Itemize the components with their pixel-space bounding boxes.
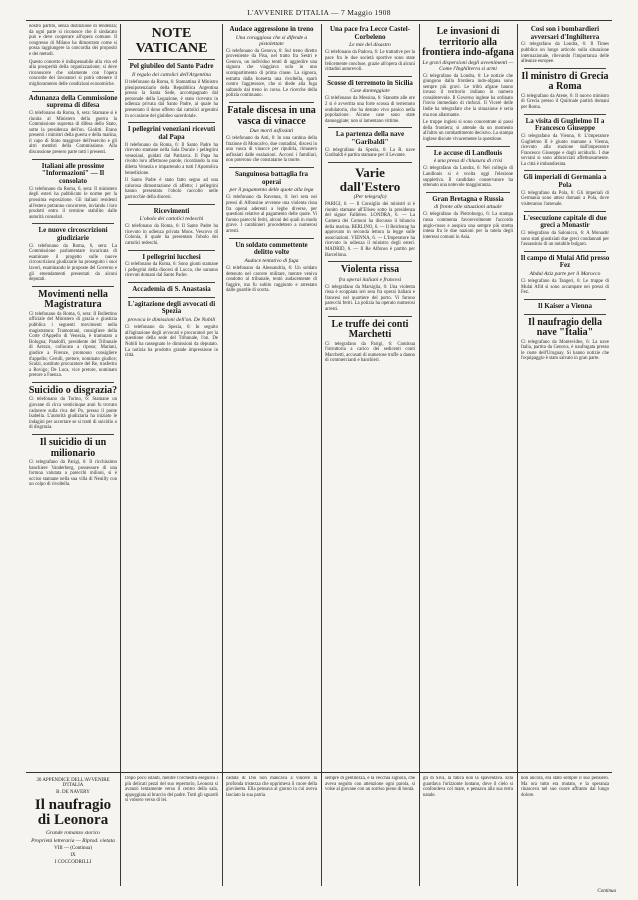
article-headline: Il Kaiser a Vienna [537, 301, 593, 310]
article-separator [32, 382, 114, 383]
feuilleton-column [422, 776, 514, 886]
page-masthead: L'AVVENIRE D'ITALIA — 7 Maggio 1908 [26, 8, 612, 21]
article-body: PARIGI, 6. — Il Consiglio dei ministri si è riunito stamane all'Eliseo sotto la presidenza del signor Fallières. LONDRA, 6. — La Camera dei Comuni ha discusso il bilancio della marina. BERLINO, 6. — Il Reichstag ha approvato in seconda lettura la legge sulle associazioni. VIENNA, 6. — L'Imperatore ha ricevuto in udienza il ministro degli esteri. MADRID, 6. — Il Re Alfonso è partito per Barcellona. [325, 202, 415, 258]
article-subheadline: è una presa di chiusura di crisi [433, 158, 503, 165]
article-subheadline: di fronte alle situazioni attuale [434, 204, 502, 211]
feuilleton-column [520, 776, 610, 886]
article-body: Ci telefonano da Alessandria, 6: Un soldato detenuto nel carcere militare, mentre veniva condotto al tribunale, tentò audacemente di fuggire, ma fu subito raggiunto e arrestato dalle guardie di scorta. [226, 265, 317, 294]
article-separator [524, 299, 606, 300]
article-body: Ci telegrafano da Atene, 6: Il nuovo ministro di Grecia presso il Quirinale partirà domani per Roma. [521, 93, 609, 110]
article-headline: Gli imperiali di Germania a Pola [523, 173, 607, 190]
news-column-6 [520, 24, 610, 770]
feuilleton-text: Dopo poco istanti, mentre l'orchestra eseguiva i più delicati pezzi del suo repertorio, Leonora si avanzò lentamente verso il centro della sala, appoggiata al braccio del padre. Tutti gli sguardi si volsero verso di lei. [125, 776, 218, 804]
article-headline: Il suicidio di un milionario [39, 437, 107, 459]
column-rule [321, 24, 322, 886]
article-body: Ci telefonano da Messina, 6: Stanotte alle ore 2 si è avvertita una forte scossa di terremoto ondulatoria, che ha destato vivo panico nella popolazione. Alcune case sono state danneggiate; non si lamentano vittime. [325, 96, 415, 124]
feuilleton-column [124, 776, 219, 886]
article-separator [524, 251, 606, 252]
article-headline: Movimenti nella Magistratura [38, 288, 108, 311]
article-headline: Il campo di Mulai Afid presso Fez [520, 253, 610, 270]
article-body: Ci telefonano da Asti, 6: In una cantina della frazione di Moncalvo, due contadini, discesi in una vasca di vinacce per ripulirla, rimasero asfissiati dalle esalazioni. Accorsi i familiari, non poterono che constatarne la morte. [226, 136, 317, 164]
article-subheadline: Una coraggiosa che si difende a pistolettate [235, 34, 308, 47]
article-subheadline: Le mie del disastro [349, 42, 391, 49]
news-column-3 [225, 24, 318, 570]
continua-label: Continua [597, 889, 616, 894]
feuilleton-column [324, 776, 416, 886]
article-headline: Adunanza della Commissione suprema di difesa [28, 93, 118, 110]
feuilleton-rights: Proprietà letteraria — Riprod. vietata [31, 838, 115, 844]
article-separator [32, 223, 114, 224]
article-body: Ci telefonano da Genova, 6: Sul treno diretto proveniente da Pisa, nel tratto fra Sestri e Genova, un individuo tentò di aggredire una signora che viaggiava sola in uno scompartimento di prima classe. La signora, estratta dalla borsetta una rivoltella, sparò contro l'aggressore, che si diede alla fuga saltando dal treno in corsa. Le ricerche della polizia continuano. [226, 48, 317, 99]
news-column-5 [422, 24, 514, 570]
article-body: Le truppe inglesi si sono concentrate ai passi della frontiera; si attende da un momento all'altro un combattimento decisivo. La stampa inglese discute vivacemente la questione. [423, 120, 513, 143]
article-headline: Gran Bretagna e Russia [432, 194, 504, 203]
article-body: Il telefonano da Roma, 6: Stamattina il Ministro plenipotenziario della Repubblica Argentina presso la Santa Sede, accompagnato dal personale della Legazione, è stato ricevuto in udienza privata dal Santo Padre, al quale ha presentato il dono offerto dai cattolici argentini in occasione del giubileo sacerdotale. [125, 80, 218, 119]
article-body: Ci telegrafano da Parigi, 6: Il ricchissimo banchiere Vanderberg, possessore di una fortuna valutata a parecchi milioni, si è ucciso stamane nella sua villa di Neuilly con un colpo di rivoltella. [29, 460, 117, 488]
feuilleton-chapter2: IX [70, 853, 76, 858]
article-headline: NOTE VATICANE [135, 26, 208, 56]
article-separator [229, 238, 314, 239]
article-separator [128, 204, 215, 205]
article-subheadline: Abdul Aziz parte per il Marocco [529, 271, 601, 278]
article-body: Ci telegrafano da Vienna, 6: L'imperatore Guglielmo II è giunto stamane a Vienna, ricevuto alla stazione dall'imperatore Francesco Giuseppe e dagli arciduchi. I due sovrani si sono abbracciati affettuosamente. La città è imbandierata. [521, 133, 609, 167]
article-headline: Scosse di terremoto in Sicilia [327, 78, 413, 87]
article-body: Ci telegrafano da Parigi, 6: Continua l'istruttoria a carico dei sedicenti conti Marchetti, accusati di numerose truffe a danno di commercianti e banchieri. [325, 341, 415, 364]
article-separator [524, 314, 606, 315]
article-headline: Varie dall'Estero [339, 164, 401, 194]
article-subheadline: Audace tentativo di fuga [244, 257, 299, 264]
article-headline: L'agitazione degli avvocati di Spezia [127, 299, 216, 316]
article-separator [524, 211, 606, 212]
article-separator [524, 68, 606, 69]
article-headline: Il ministro di Grecia a Roma [521, 70, 609, 93]
article-subheadline: per il pagamento delle quote alla lega [229, 187, 314, 194]
article-headline: Italiani alle prossime "Informazioni" — Il consolato [41, 161, 105, 186]
column-rule [120, 24, 121, 886]
article-separator [328, 127, 412, 128]
article-subheadline: Due morti asfissiati [249, 128, 294, 135]
article-separator [426, 192, 510, 193]
feuilleton-chapter: VIII — (Continua) [54, 846, 92, 851]
article-headline: Le invasioni di territorio alla frontiera indo-afgana [422, 26, 514, 58]
article-separator [524, 114, 606, 115]
article-separator [128, 282, 215, 283]
article-separator [524, 170, 606, 171]
article-body: Ci telegrafano da Salonicco, 6: A Monastir sono stati giustiziati due greci condannati per l'assassinio di un notabile bulgaro. [521, 231, 609, 248]
article-body: Ci telefonano da Padova, 6: Le trattative per la pace fra le due società sportive sono state felicemente concluse, grazie all'opera di alcuni cittadini autorevoli. [325, 50, 415, 73]
article-headline: Accademia di S. Anastasia [132, 285, 211, 294]
article-headline: Pel giubileo del Santo Padre [129, 62, 214, 71]
article-headline: Audace aggressione in treno [229, 25, 314, 33]
article-separator [128, 250, 215, 251]
article-body: Questo concetto è indispensabile alla vita ed alla prosperità della organizzazione; si deve riconoscere che solamente con l'opera concorde dei lavoratori si potrà ottenere il miglioramento delle condizioni economiche. [29, 59, 117, 87]
article-headline: Sanguinosa battaglia fra operai [234, 170, 309, 186]
article-body: Ci telegrafano da Londra, 6: Nel collegio di Landlouis si è svolta oggi l'elezione suppletiva. Il candidato conservatore ha ottenuto una notevole maggioranza. [423, 166, 513, 189]
article-headline: Suicidio o disgrazia? [28, 384, 118, 396]
article-separator [328, 162, 412, 163]
article-separator [128, 59, 215, 60]
feuilleton-column [225, 776, 318, 886]
article-separator [328, 76, 412, 77]
article-body: Ci telegrafano da Londra, 6: Le notizie che giungono dalla frontiera indo-afgana sono sempre più gravi. Le tribù afgane hanno invaso il territorio indiano in numero considerevole. Il Governo inglese ha ordinato l'invio immediato di rinforzi. Il Vicerè delle Indie ha telegrafato che la situazione è seria ma non allarmante. [423, 73, 513, 118]
news-column-1 [28, 24, 118, 770]
article-body: Ci telegrafano da Londra, 6: Il Times pubblica un lungo articolo sulla situazione internazionale, rilevando l'importanza delle alleanze europee. [521, 42, 609, 65]
article-headline: Cosi son i bombardieri avversari d'Inghilterra [530, 25, 600, 41]
feuilleton-divider [26, 772, 612, 773]
article-body: Ci telefonano da Roma, 6, sera: Stamane si è riunita al Ministero della guerra la Commissione suprema di difesa dello Stato, sotto la presidenza dell'on. Giolitti. Erano presenti i ministri della guerra e della marina, il capo di Stato maggiore dell'esercito e gli altri membri della Commissione. Alla discussione presero parte tutti i presenti. [29, 110, 117, 156]
article-body: Ci telegrafano da Pietroburgo, 6: La stampa russa commenta favorevolmente l'accordo anglo-russo e auspica una sempre più stretta intesa fra le due nazioni per la tutela degli interessi comuni in Asia. [423, 212, 513, 240]
feuilleton-subtitle: Grande romanzo storico [46, 830, 100, 836]
article-headline: Ricevimenti [153, 206, 190, 215]
article-headline: Le accuse di Landlouis [433, 148, 503, 157]
article-subheadline: L'obolo dei cattolici tedeschi [139, 216, 204, 223]
article-body: Ci telegrafano da Montevideo, 6: La nave Italia, partita da Genova, è naufragata presso le coste dell'Uruguay. Si hanno notizie che l'equipaggio è stato salvato in gran parte. [521, 339, 609, 362]
feuilleton-header [28, 776, 118, 886]
article-separator [32, 434, 114, 435]
article-body: Ci telefonano da Torino, 6: Stamane un giovane di circa venticinque anni fu trovato cadavere sulla riva del Po, presso il ponte Isabella. L'autorità giudiziaria ha iniziato le indagini per accertare se si tratti di suicidio o di disgrazia. [29, 397, 117, 431]
article-headline: Le truffe dei conti Marchetti [331, 318, 409, 341]
article-body: Ci telegrafano da Spezia, 6: La R. nave Garibaldi è partita stamane per il Levante. [325, 147, 415, 159]
article-separator [128, 297, 215, 298]
article-headline: Il naufragio della nave "Italia" [528, 316, 602, 339]
article-subheadline: Case danneggiate [350, 88, 390, 95]
article-separator [328, 261, 412, 262]
article-body: Ci telegrafano da Tangeri, 6: Le truppe di Mulai Afid si sono accampate nei pressi di Fez. [521, 279, 609, 296]
article-headline: Un soldato commettente delitto volte [235, 240, 308, 257]
feuilleton-text: non ancora, era stato sempre il suo pensiero. Ma ora tutto era mutato, e la speranza rinasceva nel suo cuore affranto dal lungo dolore. [521, 776, 609, 798]
article-subheadline: fra operai italiani e francesi [338, 276, 402, 283]
news-column-2 [124, 24, 219, 570]
article-headline: Fatale discesa in una vasca di vinacce [227, 105, 316, 127]
feuilleton-text: sempre di gentilezza, e la vecchia signora, che aveva seguito con attenzione ogni parola, si volse al giovane con un sorriso pieno di bontà. [325, 776, 415, 793]
article-subheadline: Il regalo dei cattolici dell'Argentina [132, 72, 211, 79]
article-separator [328, 316, 412, 317]
article-body: Il telefonano da Roma, 6: Il Santo Padre ha ricevuto stamane nella Sala Ducale i pellegrini veneziani, guidati dal Patriarca. Il Papa ha rivolto loro affettuose parole, ricordando la sua diletta Venezia e impartendo a tutti l'Apostolica benedizione. [125, 142, 218, 176]
article-separator [229, 167, 314, 168]
feuilleton-title: Il naufragio di Leonora [34, 797, 112, 828]
column-rule [517, 24, 518, 886]
article-separator [32, 91, 114, 92]
article-headline: Le nuove circoscrizioni giudiziarie [38, 226, 108, 242]
news-column-4 [324, 24, 416, 570]
article-body: Ci telefonano da Roma, 6: Il Santo Padre ha ricevuto in udienza privata Mons. Vescovo di Colonia, il quale ha presentato l'obolo dei cattolici tedeschi. [125, 224, 218, 246]
article-headline: Violenta rissa [340, 264, 400, 276]
feuilleton-chapter2-title: I COCCODRILLI [54, 860, 92, 865]
article-headline: Una pace fra Lecce Castel-Corbeleno [329, 25, 411, 41]
article-separator [128, 122, 215, 123]
feuilleton-author: B. DE NAVERY [56, 790, 90, 795]
article-headline: La partenza della nave "Garibaldi" [335, 130, 405, 147]
article-body: Ci telefonano da Spezia, 6: In seguito all'agitazione degli avvocati e procuratori per la questione della sede del Tribunale, l'on. De Nobili ha rassegnato le dimissioni da deputato. La notizia ha prodotto grande impressione in città. [125, 325, 218, 359]
feuilleton-text: caduta di Dio non mancava a vincere la profonda tristezza che opprimeva il cuore della giovinetta. Ella pensava al giorno in cui aveva lasciato la sua patria. [226, 776, 317, 798]
article-separator [229, 102, 314, 103]
feuilleton-label: 30 APPENDICE DELL'AVVENIRE D'ITALIA [36, 778, 110, 788]
article-subheadline: provoca le dimissioni dell'on. De Nobili [127, 317, 216, 324]
article-body: Ci telegrafano da Marsiglia, 6: Una violenta rissa è scoppiata ieri sera fra operai italiani e francesi nel quartiere del porto. Vi furono parecchi feriti. La polizia ha operato numerosi arresti. [325, 284, 415, 313]
article-body: Ci telefonano da Roma, 6, sera: Il ministero degli esteri ha pubblicato le norme per la prossima esposizione. Gli italiani residenti all'estero potranno concorrere, inviando i loro prodotti entro il termine stabilito dalle autorità consolari. [29, 186, 117, 220]
article-separator [32, 286, 114, 287]
article-body: Ci telefonano da Roma, 6, sera: La Commissione parlamentare incaricata di esaminare il progetto sulle nuove circoscrizioni giudiziarie ha proseguito i suoi lavori, esaminando le proposte del Governo e gli emendamenti presentati da alcuni deputati. [29, 243, 117, 283]
article-headline: La visita di Guglielmo II a Francesco Giuseppe [525, 116, 605, 133]
column-rule [419, 24, 420, 886]
article-subheadline: (Per telegrafo) [353, 194, 387, 201]
article-headline: I pellegrini veneziani ricevuti dal Papa [127, 125, 216, 141]
article-body: Il Santo Padre è stato fatto segno ad una calorosa dimostrazione di affetto; i pellegrini hanno presentato l'obolo raccolto nelle parrocchie della diocesi. [125, 178, 218, 200]
article-body: Ci telefonano da Ravenna, 6: Ieri sera nei pressi di Alfonsine avvenne una violenta rissa fra operai aderenti a leghe diverse, per questioni relative al pagamento delle quote. Vi furono parecchi feriti, alcuni dei quali in modo grave. I carabinieri procedettero a numerosi arresti. [226, 195, 317, 234]
article-body: Ci telegrafano da Pola, 6: Gli imperiali di Germania sono attesi domani a Pola, dove visiteranno l'arsenale. [521, 190, 609, 208]
article-separator [426, 146, 510, 147]
article-headline: L'esecuzione capitale di due greci a Monastir [523, 213, 607, 230]
article-body: Ci telefonano da Roma, 6: Sono giunti stamane i pellegrini della diocesi di Lucca, che saranno ricevuti domani dal Santo Padre. [125, 262, 218, 279]
article-subheadline: Le gravi dispersioni degli avvenimenti — Come l'Inghilterra si armi [422, 59, 514, 72]
article-separator [32, 159, 114, 160]
column-rule [222, 24, 223, 886]
article-headline: I pellegrini lucchesi [142, 252, 201, 261]
article-body: Ci telefonano da Roma, 6, sera: Il Bollettino ufficiale del Ministero di grazia e giustizia pubblica i seguenti movimenti nella magistratura: Tramontani, consigliere della Corte d'Appello di Venezia, è tramutato a Bologna; Pandolfi, presidente del Tribunale di Arezzo, collocato a riposo; Mariani, giudice a Firenze, promosso consigliere d'appello; Cerulli, pretore, nominato giudice; Scalzi, sostituto procuratore del Re, trasferito a Rovigo; De Luca, vice pretore, nominato pretore a Faenza. [29, 311, 117, 379]
feuilleton-text: gli di Siva, la fatica non la spaventava. Ella guardava l'orizzonte lontano, dove il cielo si confondeva col mare, e pensava alla sua terra natale. [423, 776, 513, 798]
article-body: nostro partito, senza distinzione di tendenza; da ogni parte si riconosce che il sindacato può e deve cooperare all'opera comune. Il congresso di Milano ha dimostrato come si possa raggiungere la concordia dei propositi e dei metodi. [29, 24, 117, 57]
